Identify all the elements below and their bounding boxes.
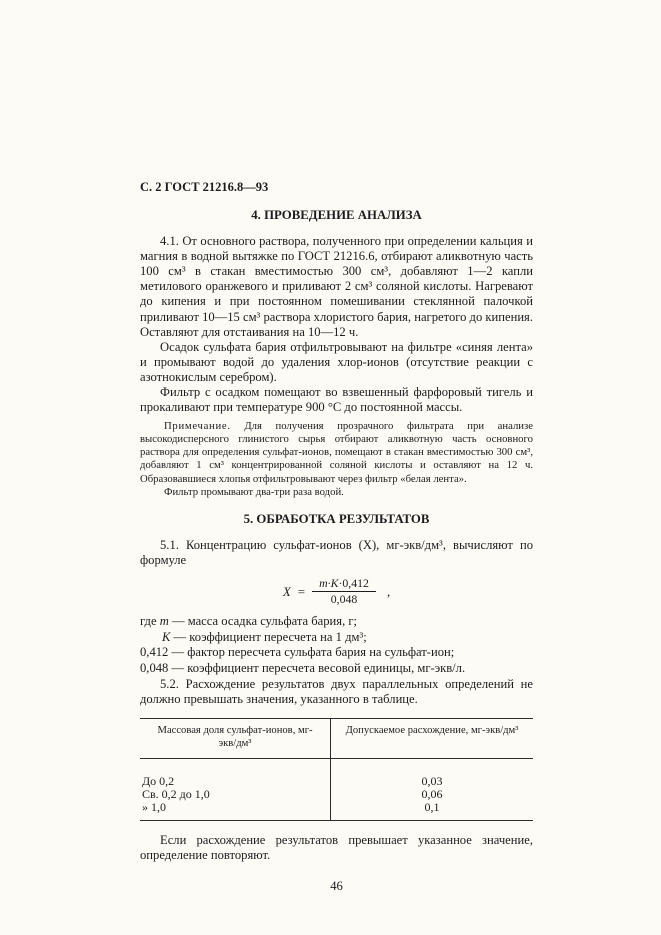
table-row	[140, 801, 533, 820]
where-var-m: m	[159, 613, 169, 628]
note-text-2: Фильтр промывают два-три раза водой.	[164, 485, 344, 498]
formula-fraction	[312, 577, 376, 607]
where-var-k: К	[162, 629, 171, 644]
range-cell: До 0,2	[142, 773, 175, 788]
table-row	[140, 758, 533, 788]
formula-denominator: 0,048	[330, 592, 358, 607]
formula-numerator-const: ·0,412	[338, 575, 369, 590]
paragraph-5-2: 5.2. Расхождение результатов двух параллельных определений не должно превышать значения, указанного в таблице.	[140, 676, 533, 706]
formula	[140, 577, 533, 607]
note-label: Примечание.	[164, 420, 231, 433]
note-paragraph	[140, 420, 533, 485]
note-block	[140, 420, 533, 498]
where-line-k	[140, 630, 533, 646]
where-const-0412: 0,412	[140, 645, 169, 660]
where-line-m	[140, 614, 533, 630]
table-row	[140, 788, 533, 801]
paragraph-crucible: Фильтр с осадком помещают во взвешенный фарфоровый тигель и прокаливают при температуре 900 °С до постоянной массы.	[140, 385, 533, 415]
formula-lhs: X	[282, 583, 291, 599]
where-line-0412	[140, 645, 533, 661]
where-const-0048: 0,048	[140, 661, 169, 676]
formula-numerator-vars: m·K	[319, 575, 339, 590]
paragraph-4-1: 4.1. От основного раствора, полученного при определении кальция и магния в водной вытяжке по ГОСТ 21216.6, отбирают аликвотную часть 100 см³ в стакан вместимостью 300 см³, добавляют 1—2 капли метилового оранжевого и приливают 2 см³ соляной кислоты. Нагревают до кипения и при постоянном помешивании стеклянной палочкой приливают 10—15 см³ раствора хлористого бария, нагретого до кипения. Оставляют для отстаивания на 10—12 ч.	[140, 234, 533, 339]
paragraph-filter: Осадок сульфата бария отфильтровывают на фильтре «синяя лента» и промывают водой до удаления хлор-ионов (отсутствие реакции с азотнокислым серебром).	[140, 339, 533, 384]
table-header-row	[140, 719, 533, 758]
range-cell: » 1,0	[142, 800, 166, 815]
section-4-title: 4. ПРОВЕДЕНИЕ АНАЛИЗА	[251, 208, 422, 222]
section-5-title: 5. ОБРАБОТКА РЕЗУЛЬТАТОВ	[243, 511, 430, 526]
column-header-tolerance: Допускаемое расхождение, мг-экв/дм³	[331, 719, 533, 758]
where-definition: — фактор пересчета сульфата бария на сульфат-ион;	[168, 645, 455, 660]
value-cell: 0,03	[331, 758, 533, 788]
note-text: Для получения прозрачного фильтрата при анализе высокодисперсного глинистого сырья отбирают аликвотную часть основного раствора для определения сульфат-ионов, помещают в стакан вместимостью 300 см³, добавляют 1 см³ концентрированной соляной кислоты и оставляют на 12 ч. Образовавшиеся хлопья отфильтровывают через фильтр «белая лента».	[140, 420, 533, 485]
tolerance-table	[140, 718, 533, 821]
formula-numerator	[312, 577, 376, 593]
text-column	[140, 180, 533, 894]
formula-comma: ,	[386, 583, 391, 599]
value-cell: 0,06	[331, 788, 533, 801]
column-header-mass-fraction: Массовая доля сульфат-ионов, мг-экв/дм³	[140, 719, 331, 758]
formula-equals: =	[297, 583, 306, 599]
where-definition: — коэффициент пересчета на 1 дм³;	[170, 629, 367, 644]
where-line-0048	[140, 661, 533, 677]
paragraph-5-1: 5.1. Концентрацию сульфат-ионов (X), мг-экв/дм³, вычисляют по формуле	[140, 537, 533, 567]
page-number: 46	[330, 879, 343, 894]
where-definition: — коэффициент пересчета весовой единицы, мг-экв/л.	[168, 661, 466, 676]
formula-where-block	[140, 614, 533, 677]
where-prefix: где	[140, 613, 160, 628]
running-header: С. 2 ГОСТ 21216.8—93	[140, 180, 269, 194]
closing-paragraph: Если расхождение результатов превышает указанное значение, определение повторяют.	[140, 832, 533, 862]
range-cell: Св. 0,2 до 1,0	[142, 787, 210, 801]
where-definition: — масса осадка сульфата бария, г;	[168, 613, 358, 628]
value-cell: 0,1	[331, 801, 533, 820]
